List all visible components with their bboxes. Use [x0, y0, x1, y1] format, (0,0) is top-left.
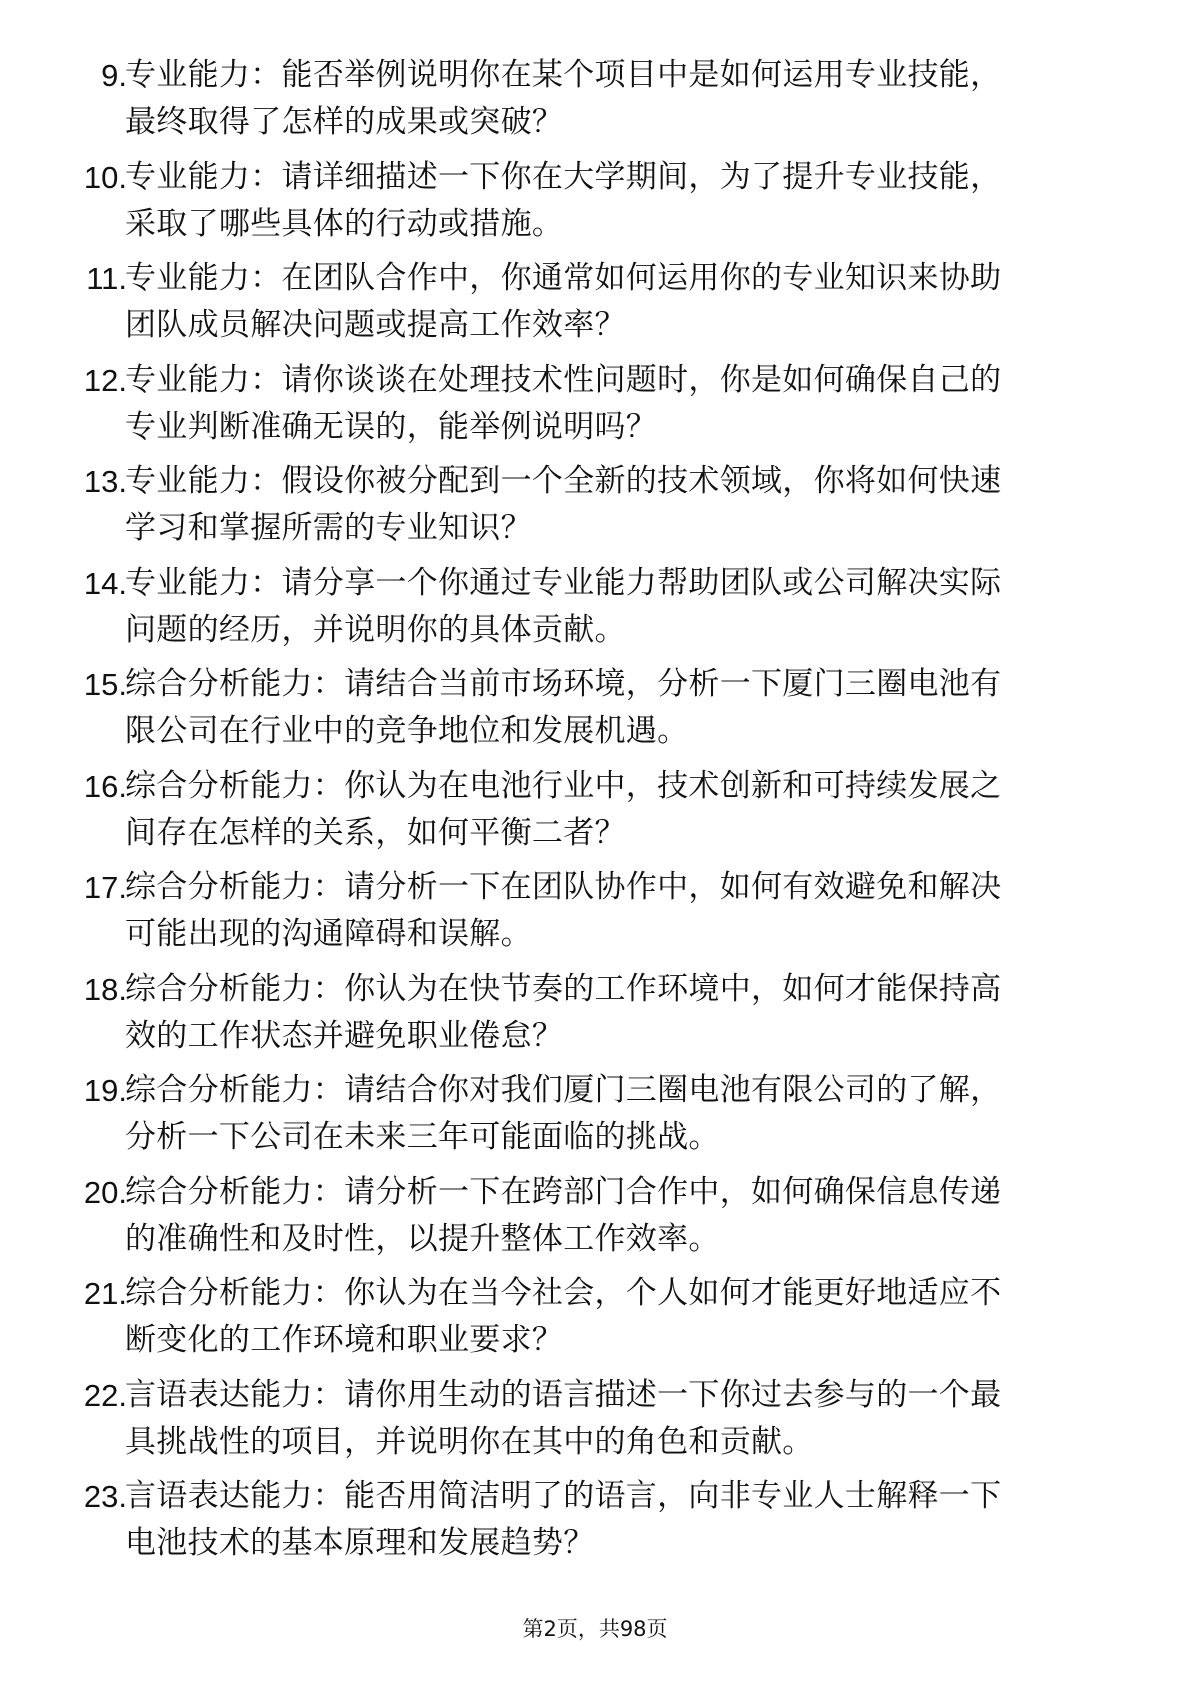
question-number: 9.: [101, 58, 127, 93]
question-text: 专业能力：在团队合作中，你通常如何运用你的专业知识来协助 团队成员解决问题或提高工作效率？: [125, 260, 1002, 343]
question-item: [0, 757, 1190, 859]
question-text: 专业能力：请详细描述一下你在大学期间，为了提升专业技能， 采取了哪些具体的行动或措施。: [125, 158, 1002, 242]
question-text: 综合分析能力：你认为在快节奏的工作环境中，如何才能保持高 效的工作状态并避免职业倦怠？: [125, 970, 1002, 1054]
question-item: [0, 452, 1190, 554]
question-text: 专业能力：请分享一个你通过专业能力帮助团队或公司解决实际 问题的经历，并说明你的具体贡献。: [125, 564, 1002, 648]
question-item: [0, 1264, 1190, 1366]
question-text: 综合分析能力：请结合当前市场环境，分析一下厦门三圈电池有 限公司在行业中的竞争地位和发展机遇。: [125, 666, 1002, 749]
question-number: 15.: [83, 667, 127, 702]
page-number-footer: 第2页，共98页: [522, 1617, 668, 1641]
question-item: [0, 148, 1190, 250]
question-number: 19.: [83, 1073, 127, 1108]
question-number: 18.: [83, 971, 127, 1007]
question-text: 专业能力：请你谈谈在处理技术性问题时，你是如何确保自己的 专业判断准确无误的，能举例说明吗？: [125, 361, 1002, 445]
question-number: 12.: [83, 362, 127, 398]
question-number: 14.: [83, 565, 127, 601]
question-text: 综合分析能力：请分析一下在团队协作中，如何有效避免和解决 可能出现的沟通障碍和误解。: [125, 869, 1002, 952]
question-item: [0, 351, 1190, 453]
question-item: [0, 655, 1190, 757]
question-text: 综合分析能力：请分析一下在跨部门合作中，如何确保信息传递 的准确性和及时性，以提升整体工作效率。: [125, 1173, 1002, 1257]
question-item: [0, 46, 1190, 148]
question-number: 21.: [83, 1276, 127, 1311]
question-number: 20.: [83, 1174, 127, 1210]
question-item: [0, 960, 1190, 1062]
question-number: 23.: [83, 1479, 127, 1514]
question-item: [0, 554, 1190, 656]
question-text: 综合分析能力：你认为在电池行业中，技术创新和可持续发展之 间存在怎样的关系，如何平衡二者？: [125, 767, 1002, 851]
question-number: 13.: [83, 464, 127, 499]
question-text: 专业能力：假设你被分配到一个全新的技术领域，你将如何快速 学习和掌握所需的专业知识？: [125, 463, 1002, 546]
question-text: 言语表达能力：请你用生动的语言描述一下你过去参与的一个最 具挑战性的项目，并说明你在其中的角色和贡献。: [125, 1376, 1002, 1460]
question-item: [0, 858, 1190, 960]
question-item: [0, 1061, 1190, 1163]
question-text: 言语表达能力：能否用简洁明了的语言，向非专业人士解释一下 电池技术的基本原理和发展趋势？: [125, 1478, 1002, 1561]
question-item: [0, 1467, 1190, 1569]
question-number: 17.: [83, 870, 127, 905]
question-item: [0, 249, 1190, 351]
question-number: 22.: [83, 1377, 127, 1413]
question-list: [0, 46, 1190, 1569]
question-text: 综合分析能力：你认为在当今社会，个人如何才能更好地适应不 断变化的工作环境和职业要求？: [125, 1275, 1002, 1358]
question-text: 综合分析能力：请结合你对我们厦门三圈电池有限公司的了解， 分析一下公司在未来三年可能面临的挑战。: [125, 1072, 1002, 1155]
question-item: [0, 1366, 1190, 1468]
question-number: 11.: [86, 261, 127, 296]
question-number: 16.: [83, 768, 127, 804]
question-number: 10.: [83, 159, 127, 195]
question-item: [0, 1163, 1190, 1265]
question-text: 专业能力：能否举例说明你在某个项目中是如何运用专业技能， 最终取得了怎样的成果或突破？: [125, 57, 1002, 140]
